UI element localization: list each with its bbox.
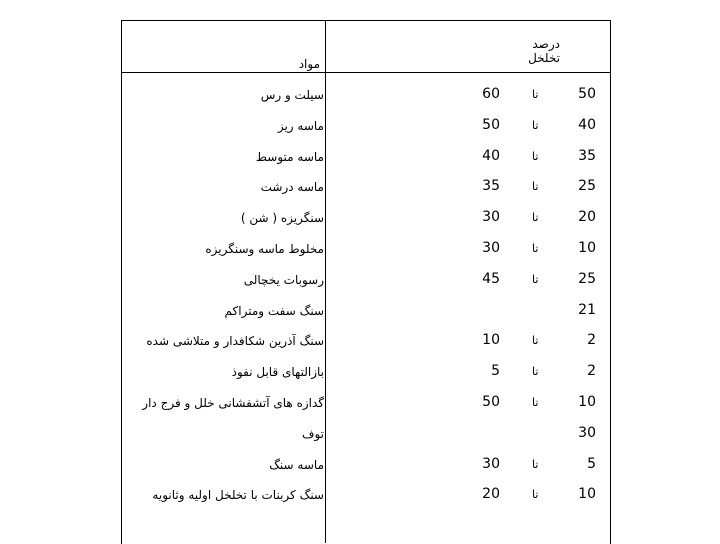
porosity-min-value: 20 — [482, 486, 500, 503]
materials-header: مواد — [298, 57, 320, 71]
porosity-min-value: 45 — [482, 270, 500, 287]
table-row — [0, 365, 720, 396]
porosity-header-line2: تخلخل — [528, 51, 560, 65]
table-row — [0, 242, 720, 273]
range-separator: تا — [532, 334, 539, 348]
porosity-min-value: 30 — [482, 209, 500, 226]
porosity-max-value: 25 — [578, 178, 596, 195]
porosity-min-value: 35 — [482, 178, 500, 195]
material-name: گدازه های آتشفشانی خلل و فرج دار — [142, 396, 324, 410]
table-row — [0, 396, 720, 427]
table-row — [0, 334, 720, 365]
porosity-max-value: 2 — [587, 363, 596, 380]
range-separator: تا — [532, 396, 539, 409]
porosity-max-value: 5 — [587, 455, 596, 472]
porosity-min-value: 40 — [482, 147, 500, 164]
porosity-min-value: 60 — [482, 86, 500, 102]
header-divider — [121, 72, 610, 73]
porosity-min-value: 50 — [482, 394, 500, 410]
porosity-max-value: 25 — [578, 270, 596, 287]
range-separator: تا — [532, 118, 539, 132]
porosity-max-value: 35 — [578, 147, 596, 164]
porosity-header — [520, 37, 560, 65]
material-name: سنگ کربنات با تخلخل اولیه وثانویه — [152, 488, 324, 503]
porosity-min-value: 10 — [482, 332, 500, 349]
table-row — [0, 424, 720, 458]
range-separator: تا — [532, 88, 539, 101]
range-separator: تا — [532, 149, 539, 163]
porosity-min-value: 30 — [482, 455, 500, 472]
porosity-max-value: 10 — [578, 394, 596, 410]
table-row — [0, 116, 720, 150]
porosity-max-value: 20 — [578, 209, 596, 226]
table-row — [0, 147, 720, 181]
table-row — [0, 455, 720, 489]
material-name: ماسه متوسط — [255, 149, 324, 164]
porosity-max-value: 10 — [578, 240, 596, 256]
material-name: رسوبات یخچالی — [243, 272, 324, 287]
table-row — [0, 211, 720, 242]
table-row — [0, 488, 720, 519]
range-separator: تا — [532, 180, 539, 194]
range-separator: تا — [532, 365, 539, 379]
porosity-max-value: 10 — [578, 486, 596, 503]
material-name: ماسه ریز — [277, 118, 324, 133]
material-name: سنگ آذرین شکافدار و متلاشی شده — [146, 334, 324, 349]
range-separator: تا — [532, 488, 539, 502]
material-name: توف — [302, 426, 324, 441]
material-name: سنگ سفت ومتراکم — [224, 303, 324, 318]
porosity-max-value: 2 — [587, 332, 596, 349]
range-separator: تا — [532, 242, 539, 255]
table-row — [0, 301, 720, 335]
material-name: مخلوط ماسه وسنگریزه — [205, 242, 324, 256]
material-name: سنگریزه ( شن ) — [240, 211, 324, 226]
porosity-max-value: 40 — [578, 116, 596, 133]
porosity-min-value: 50 — [482, 116, 500, 133]
table-row — [0, 88, 720, 119]
table-row — [0, 180, 720, 211]
porosity-max-value: 21 — [578, 301, 596, 318]
range-separator: تا — [532, 211, 539, 225]
porosity-min-value: 5 — [491, 363, 500, 380]
porosity-min-value: 30 — [482, 240, 500, 256]
porosity-max-value: 50 — [578, 86, 596, 102]
material-name: ماسه سنگ — [269, 457, 324, 472]
material-name: بازالتهای قابل نفوذ — [231, 365, 324, 380]
porosity-header-line1: درصد — [532, 37, 560, 51]
range-separator: تا — [532, 272, 539, 286]
porosity-max-value: 30 — [578, 424, 596, 441]
table-row — [0, 270, 720, 304]
range-separator: تا — [532, 457, 539, 471]
material-name: سیلت و رس — [260, 88, 324, 102]
material-name: ماسه درشت — [260, 180, 324, 195]
